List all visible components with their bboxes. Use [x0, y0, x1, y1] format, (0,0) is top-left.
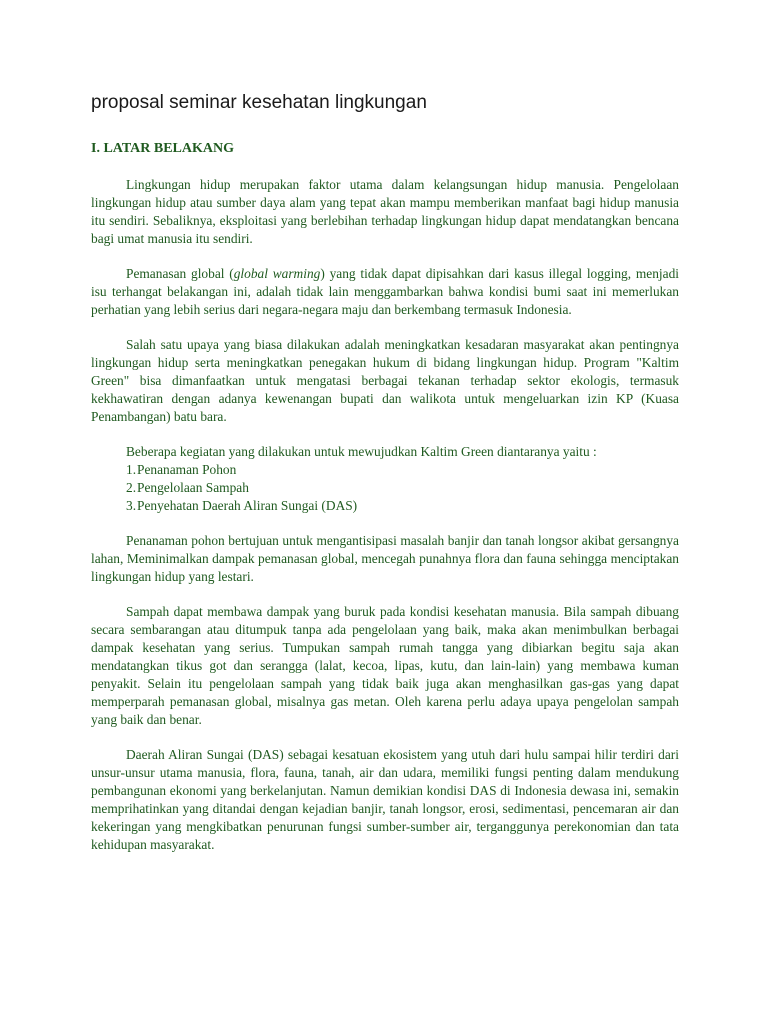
- list-item-text: Pengelolaan Sampah: [137, 480, 249, 495]
- paragraph-sampah: Sampah dapat membawa dampak yang buruk pada kondisi kesehatan manusia. Bila sampah dibuang secara sembarangan atau ditumpuk tanpa ada pengelolaan yang baik, maka akan menimbulkan berbagai dampak kesehatan yang serius. Tumpukan sampah rumah tangga yang dibiarkan begitu saja akan mendatangkan tikus got dan serangga (lalat, kecoa, lipas, kutu, dan lain-lain) yang membawa kuman penyakit. Selain itu pengelolaan sampah yang tidak baik juga akan menghasilkan gas-gas yang dapat memperparah pemanasan global, misalnya gas metan. Oleh karena perlu adaya upaya pengelolan sampah yang baik dan benar.: [91, 604, 679, 727]
- paragraph-lingkungan-hidup: Lingkungan hidup merupakan faktor utama dalam kelangsungan hidup manusia. Pengelolaan lingkungan hidup atau sumber daya alam yang tepat akan mampu memberikan manfaat bagi hidup manusia itu sendiri. Sebaliknya, eksploitasi yang berlebihan terhadap lingkungan hidup dapat mendatangkan bencana bagi umat manusia itu sendiri.: [91, 177, 679, 246]
- list-item: [126, 461, 679, 479]
- list-item-number: 2.: [126, 480, 137, 495]
- list-item-text: Penyehatan Daerah Aliran Sungai (DAS): [137, 498, 358, 513]
- paragraph-pemanasan-global: [91, 265, 679, 319]
- list-item-text: Penanaman Pohon: [137, 462, 237, 477]
- paragraph-kaltim-green: Salah satu upaya yang biasa dilakukan adalah meningkatkan kesadaran masyarakat akan pentingnya lingkungan hidup serta meningkatkan penegakan hukum di bidang lingkungan hidup. Program "Kaltim Green" bisa dimanfaatkan untuk mengatasi berbagai tekanan terhadap sektor ekologis, termasuk kekhawatiran dengan adanya kewenangan bupati dan walikota untuk mengeluarkan izin KP (Kuasa Penambangan) batu bara.: [91, 337, 679, 424]
- list-item: [126, 497, 679, 515]
- activities-list: [91, 461, 679, 515]
- list-item-number: 1.: [126, 462, 137, 477]
- paragraph-das: Daerah Aliran Sungai (DAS) sebagai kesatuan ekosistem yang utuh dari hulu sampai hilir terdiri dari unsur-unsur utama manusia, flora, fauna, tanah, air dan udara, memiliki fungsi penting dalam mendukung pembangunan ekonomi yang berkelanjutan. Namun demikian kondisi DAS di Indonesia dewasa ini, semakin memprihatinkan yang ditandai dengan kejadian banjir, tanah longsor, erosi, sedimentasi, pencemaran air dan kekeringan yang mengkibatkan penurunan fungsi sumber-sumber air, terganggunya perekonomian dan tata kehidupan masyarakat.: [91, 747, 679, 852]
- paragraph-text-after: ) yang tidak dapat dipisahkan dari kasus illegal logging, menjadi isu terhangat belakangan ini, adalah tidak lain menggambarkan bahwa kondisi bumi saat ini memerlukan perhatian yang lebih serius dari negara-negara maju dan berkembang termasuk Indonesia.: [91, 266, 679, 317]
- list-item: [126, 479, 679, 497]
- activities-list-block: [91, 443, 679, 515]
- italic-term: global warming: [233, 266, 321, 281]
- list-intro: Beberapa kegiatan yang dilakukan untuk mewujudkan Kaltim Green diantaranya yaitu :: [126, 444, 597, 459]
- list-item-number: 3.: [126, 498, 137, 513]
- section-heading: I. LATAR BELAKANG: [91, 141, 235, 156]
- paragraph-text-before: Pemanasan global (: [126, 266, 234, 281]
- document-title: proposal seminar kesehatan lingkungan: [91, 92, 427, 113]
- paragraph-penanaman-pohon: Penanaman pohon bertujuan untuk mengantisipasi masalah banjir dan tanah longsor akibat gersangnya lahan, Meminimalkan dampak pemanasan global, mencegah punahnya flora dan fauna sehingga menciptakan lingkungan hidup yang lestari.: [91, 533, 679, 584]
